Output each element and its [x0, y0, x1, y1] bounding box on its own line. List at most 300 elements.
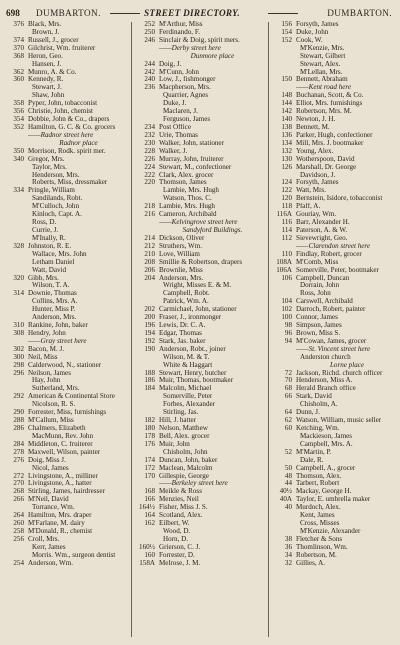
directory-entry: [133, 108, 266, 116]
directory-entry: [2, 528, 129, 536]
resident-name: Wood, D.: [163, 528, 191, 535]
resident-name: M'Cowan, James, grocer: [296, 337, 367, 345]
resident-name: MacMunn, Rev. John: [32, 432, 94, 440]
resident-name: Stewart, Gilbert: [300, 52, 346, 60]
house-number: [2, 433, 28, 441]
house-number: 126: [281, 163, 292, 171]
directory-entry: [2, 346, 129, 354]
house-number: 114: [281, 226, 292, 234]
house-number: [133, 100, 159, 108]
street-marker: [133, 45, 266, 53]
resident-name: Murray, John, fruiterer: [159, 155, 224, 163]
house-number: 142: [281, 108, 292, 116]
directory-entry: [2, 116, 129, 124]
house-number: 48: [284, 472, 292, 480]
house-number: 144: [281, 100, 292, 108]
resident-name: Sandilands, Robt.: [32, 195, 83, 203]
directory-entry: [133, 488, 266, 496]
directory-entry: [133, 148, 266, 156]
house-number: 210: [144, 250, 155, 258]
house-number: 168: [144, 488, 155, 496]
house-number: 122: [281, 187, 292, 195]
house-number: 192: [144, 337, 155, 345]
resident-name: Jackson, Richd. church officer: [296, 369, 383, 377]
resident-name: Grierson, C. J.: [159, 543, 201, 551]
house-number: 136: [281, 131, 292, 139]
house-number: 308: [13, 329, 24, 337]
directory-entry: [2, 21, 129, 29]
resident-name: Horn, D.: [163, 535, 189, 543]
resident-name: Wotherspoon, David: [296, 155, 355, 163]
house-number: 116A: [276, 211, 292, 219]
house-number: 104: [281, 298, 292, 306]
house-number: 156: [281, 21, 292, 28]
house-number: 370: [13, 44, 24, 52]
resident-name: Nicol, James: [32, 464, 69, 472]
directory-entry: [133, 195, 266, 203]
resident-name: Elliot, Mrs. furnishings: [296, 100, 363, 108]
house-number: 32: [284, 559, 292, 567]
resident-name: Post Office: [159, 123, 191, 131]
resident-name: ——Radnor street here: [28, 131, 94, 139]
directory-entry: [2, 187, 129, 195]
resident-name: Dickson, Oliver: [159, 234, 205, 242]
house-number: 314: [13, 290, 24, 298]
house-number: [270, 354, 296, 362]
resident-name: Maclean, Malcolm: [159, 464, 213, 472]
resident-name: Quarrier, Agnes: [163, 92, 209, 100]
resident-name: Campbell, A., grocer: [296, 464, 356, 472]
directory-entry: [270, 417, 398, 425]
house-number: 34: [284, 551, 292, 559]
directory-entry: [270, 76, 398, 84]
resident-name: Stewart, Henry, butcher: [159, 369, 227, 377]
house-number: 164½: [139, 504, 155, 512]
directory-entry: [270, 409, 398, 417]
directory-entry: [133, 92, 266, 100]
house-number: 160: [144, 551, 155, 559]
directory-entry: [2, 496, 129, 504]
directory-column-1: [2, 21, 129, 568]
house-number: [133, 409, 159, 417]
directory-entry: [133, 496, 266, 504]
directory-entry: [2, 251, 129, 259]
resident-name: Edgar, Thomas: [159, 329, 202, 337]
directory-entry: [270, 69, 398, 77]
house-number: [270, 290, 296, 298]
directory-entry: [133, 314, 266, 322]
house-number: 260: [13, 520, 24, 528]
directory-entry: [270, 124, 398, 132]
resident-name: Anderson, Wm.: [28, 559, 73, 567]
house-number: 302: [13, 345, 24, 353]
resident-name: M'Culloch, John: [32, 203, 79, 211]
resident-name: M'Farlane, M. dairy: [28, 520, 85, 528]
resident-name: Hendry, John: [28, 329, 66, 337]
resident-name: Campbell, Mrs. A.: [300, 440, 353, 448]
column-divider: [131, 22, 132, 637]
house-number: [2, 61, 28, 69]
resident-name: Brown, J.: [32, 28, 60, 36]
house-number: [133, 282, 159, 290]
resident-name: M'Martin, P.: [296, 448, 332, 456]
street-marker: [133, 219, 266, 227]
running-header: [6, 6, 392, 20]
resident-name: Dale, R.: [300, 456, 324, 464]
house-number: [2, 84, 28, 92]
directory-entry: [2, 290, 129, 298]
resident-name: Currie, J.: [32, 226, 59, 234]
header-title: STREET DIRECTORY.: [144, 8, 240, 18]
directory-entry: [133, 409, 266, 417]
house-number: 354: [13, 116, 24, 124]
house-number: [2, 282, 28, 290]
house-number: 202: [144, 306, 155, 314]
directory-entry: [270, 560, 398, 568]
directory-entry: [270, 219, 398, 227]
directory-entry: [2, 441, 129, 449]
house-number: 64: [284, 409, 292, 417]
house-number: [133, 116, 159, 124]
house-number: 138: [281, 123, 292, 131]
house-number: [133, 536, 159, 544]
directory-entry: [270, 21, 398, 29]
directory-entry: [133, 306, 266, 314]
resident-name: Letham Daniel: [32, 258, 75, 266]
directory-entry: [2, 164, 129, 172]
directory-column-2: [133, 21, 266, 568]
house-number: [2, 195, 28, 203]
resident-name: Henderson, Mrs.: [32, 171, 80, 179]
house-number: [133, 45, 159, 53]
house-number: [133, 393, 159, 401]
resident-name: Cross, Misses: [300, 520, 340, 528]
directory-entry: [270, 338, 398, 346]
house-number: 112: [281, 234, 292, 242]
directory-entry: [133, 211, 266, 219]
directory-entry: [133, 156, 266, 164]
directory-entry: [270, 449, 398, 457]
resident-name: American & Continental Store: [28, 393, 115, 401]
street-marker: [270, 243, 398, 251]
house-number: [133, 480, 159, 488]
resident-name: Campbell, Duncan: [296, 274, 350, 282]
house-number: 152: [281, 36, 292, 44]
house-number: 158A: [139, 559, 155, 567]
resident-name: M'Cunn, John: [159, 68, 199, 76]
resident-name: Carmichael, John, stationer: [159, 306, 237, 314]
house-number: [2, 306, 28, 314]
directory-entry: [133, 465, 266, 473]
resident-name: Watt, David: [32, 266, 67, 274]
resident-name: Doig, Miss J.: [28, 456, 66, 464]
directory-entry: [2, 203, 129, 211]
house-number: 214: [144, 234, 155, 242]
header-rule-right: [268, 13, 298, 14]
resident-name: Munro, A. & Co.: [28, 68, 77, 76]
house-number: 98: [284, 322, 292, 330]
directory-entry: [270, 520, 398, 528]
directory-entry: [2, 552, 129, 560]
house-number: 164: [144, 512, 155, 520]
directory-entry: [133, 132, 266, 140]
resident-name: Thomson, James: [159, 179, 207, 187]
directory-entry: [133, 552, 266, 560]
resident-name: Mackay, George H.: [296, 488, 352, 496]
house-number: 118: [281, 203, 292, 211]
directory-entry: [270, 465, 398, 473]
house-number: 130: [281, 155, 292, 163]
resident-name: Clark, Alex. grocer: [159, 171, 214, 179]
directory-entry: [2, 29, 129, 37]
house-number: 44: [284, 480, 292, 488]
directory-entry: [133, 203, 266, 211]
house-number: [270, 401, 296, 409]
resident-name: Gibb, Mrs.: [28, 274, 59, 282]
house-number: 36: [284, 543, 292, 551]
directory-entry: [2, 393, 129, 401]
directory-entry: [270, 504, 398, 512]
resident-name: Nelson, Matthew: [159, 425, 208, 433]
house-number: 106: [281, 274, 292, 282]
resident-name: Dunn, J.: [296, 409, 320, 417]
resident-name: Hill, J. hatter: [159, 417, 197, 425]
directory-entry: [2, 61, 129, 69]
directory-entry: [133, 457, 266, 465]
resident-name: Marshall, Dr. George: [296, 163, 357, 171]
house-number: [133, 290, 159, 298]
house-number: 96: [284, 329, 292, 337]
section-heading: [133, 53, 266, 61]
house-number: [2, 338, 28, 346]
directory-entry: [2, 544, 129, 552]
house-number: 296: [13, 369, 24, 377]
section-heading: [2, 140, 129, 148]
resident-name: Robertson, Mrs. M.: [296, 108, 352, 116]
house-number: 368: [13, 52, 24, 60]
directory-entry: [270, 282, 398, 290]
house-number: [2, 544, 28, 552]
house-number: [270, 512, 296, 520]
directory-entry: [2, 512, 129, 520]
resident-name: Black, Mrs.: [28, 21, 62, 28]
directory-entry: [270, 441, 398, 449]
resident-name: Parker, Hugh, confectioner: [296, 131, 373, 139]
house-number: [133, 108, 159, 116]
directory-entry: [270, 322, 398, 330]
house-number: 100: [281, 314, 292, 322]
directory-entry: [133, 116, 266, 124]
resident-name: Chisholm, John: [163, 448, 208, 456]
house-number: 194: [144, 329, 155, 337]
directory-entry: [2, 449, 129, 457]
resident-name: Maclaren, J.: [163, 108, 198, 116]
directory-entry: [2, 385, 129, 393]
resident-name: Heron, Geo.: [28, 52, 63, 60]
house-number: 278: [13, 448, 24, 456]
house-number: 188: [144, 369, 155, 377]
house-number: 216: [144, 211, 155, 219]
resident-name: M'Kenzie, Mrs.: [300, 44, 345, 52]
house-number: 68: [284, 385, 292, 393]
resident-name: Morrison, Rodk. spirit mer.: [28, 147, 106, 155]
directory-entry: [270, 187, 398, 195]
directory-entry: [2, 370, 129, 378]
house-number: 288: [13, 417, 24, 425]
resident-name: Gillies, A.: [296, 559, 325, 567]
house-number: 362: [13, 68, 24, 76]
resident-name: Wilson, T. A.: [32, 282, 70, 290]
house-number: 124: [281, 179, 292, 187]
directory-entry: [2, 259, 129, 267]
resident-name: Kennedy, R.: [28, 76, 64, 84]
directory-entry: [2, 179, 129, 187]
resident-name: Robertson, M.: [296, 551, 337, 559]
resident-name: Henderson, Miss A.: [296, 377, 353, 385]
directory-entry: [133, 37, 266, 45]
resident-name: Neilson, James: [28, 369, 71, 377]
house-number: [270, 362, 296, 370]
house-number: 116: [281, 219, 292, 227]
resident-name: Malcolm, Michael: [159, 385, 212, 393]
house-number: 220: [144, 179, 155, 187]
resident-name: Somerville, Peter: [163, 393, 213, 401]
resident-name: Ross, John: [300, 290, 331, 298]
resident-name: Bennett, Abraham: [296, 76, 348, 84]
directory-entry: [270, 528, 398, 536]
directory-entry: [2, 267, 129, 275]
house-number: [133, 354, 159, 362]
resident-name: Ketching, Wm.: [296, 425, 340, 433]
resident-name: Forsyth, James: [296, 179, 339, 187]
resident-name: M'Comb, Miss: [296, 258, 339, 266]
house-number: 60: [284, 425, 292, 433]
house-number: 352: [13, 123, 24, 131]
directory-entry: [270, 45, 398, 53]
house-number: 148: [281, 92, 292, 100]
house-number: [2, 29, 28, 37]
directory-entry: [270, 306, 398, 314]
directory-entry: [270, 267, 398, 275]
house-number: 360: [13, 76, 24, 84]
house-number: 358: [13, 100, 24, 108]
directory-entry: [133, 243, 266, 251]
directory-entry: [133, 393, 266, 401]
resident-name: M'Neil, David: [28, 496, 69, 504]
directory-entry: [270, 211, 398, 219]
house-number: 140: [281, 116, 292, 124]
resident-name: Duncan, John, baker: [159, 456, 218, 464]
resident-name: Mackieson, James: [300, 432, 353, 440]
house-number: [270, 53, 296, 61]
directory-entry: [2, 100, 129, 108]
house-number: 246: [144, 36, 155, 44]
house-number: [2, 219, 28, 227]
directory-entry: [270, 100, 398, 108]
house-number: [2, 92, 28, 100]
house-number: 66: [284, 393, 292, 401]
house-number: 272: [13, 472, 24, 480]
directory-entry: [2, 488, 129, 496]
directory-entry: [270, 512, 398, 520]
house-number: [270, 441, 296, 449]
resident-name: Lorne place: [329, 361, 365, 369]
directory-entry: [133, 61, 266, 69]
house-number: 224: [144, 163, 155, 171]
house-number: [133, 195, 159, 203]
resident-name: Patrick, Wm. A.: [163, 298, 209, 306]
resident-name: Hay, John: [32, 377, 61, 385]
resident-name: Hamilton, Mrs. draper: [28, 512, 92, 520]
resident-name: Watt, Mrs.: [296, 187, 326, 195]
directory-entry: [270, 480, 398, 488]
house-number: [2, 314, 28, 322]
directory-entry: [133, 164, 266, 172]
directory-entry: [270, 61, 398, 69]
resident-name: ——Berkeley street here: [159, 480, 228, 488]
resident-name: Darroch, Robert, painter: [296, 306, 366, 314]
directory-entry: [133, 528, 266, 536]
resident-name: Stirling, James, hairdresser: [28, 488, 105, 496]
house-number: 320: [13, 274, 24, 282]
directory-entry: [2, 235, 129, 243]
directory-entry: [133, 259, 266, 267]
house-number: 286: [13, 425, 24, 433]
resident-name: Gilchrist, Wm. fruiterer: [28, 44, 96, 52]
directory-entry: [133, 187, 266, 195]
house-number: 174: [144, 456, 155, 464]
resident-name: Gouriay, Wm.: [296, 211, 337, 219]
resident-name: Sandyford Buildings.: [182, 226, 243, 234]
resident-name: Kerr, James: [32, 543, 66, 551]
resident-name: Findlay, Robert, grocer: [296, 250, 362, 258]
house-number: 172: [144, 464, 155, 472]
resident-name: Thomson, Alex.: [296, 472, 342, 480]
directory-entry: [133, 417, 266, 425]
resident-name: Bennett, M.: [296, 123, 330, 131]
resident-name: Chalmers, Elizabeth: [28, 425, 86, 433]
house-number: 160½: [139, 543, 155, 551]
directory-entry: [2, 148, 129, 156]
resident-name: Pyper, John, tobacconist: [28, 100, 98, 108]
directory-entry: [133, 370, 266, 378]
resident-name: M'Callum, Miss: [28, 417, 74, 425]
directory-entry: [270, 195, 398, 203]
directory-entry: [133, 385, 266, 393]
directory-entry: [133, 441, 266, 449]
directory-entry: [133, 512, 266, 520]
directory-entry: [270, 116, 398, 124]
resident-name: Forbes, Alexander: [163, 401, 216, 409]
house-number: 222: [144, 171, 155, 179]
house-number: 110: [281, 250, 292, 258]
directory-entry: [133, 282, 266, 290]
directory-entry: [270, 275, 398, 283]
directory-entry: [2, 298, 129, 306]
resident-name: Nicolson, R. S.: [32, 401, 76, 409]
resident-name: Forrester, Miss, furnishings: [28, 409, 107, 417]
house-number: 232: [144, 131, 155, 139]
directory-entry: [270, 156, 398, 164]
resident-name: Young, Alex.: [296, 147, 334, 155]
directory-entry: [133, 362, 266, 370]
resident-name: Murdoch, Alex.: [296, 504, 341, 512]
resident-name: Thomlinson, Wm.: [296, 543, 348, 551]
house-number: 350: [13, 147, 24, 155]
resident-name: Urie, Thomas: [159, 131, 198, 139]
resident-name: ——Derby street here: [159, 44, 221, 52]
directory-entry: [133, 401, 266, 409]
